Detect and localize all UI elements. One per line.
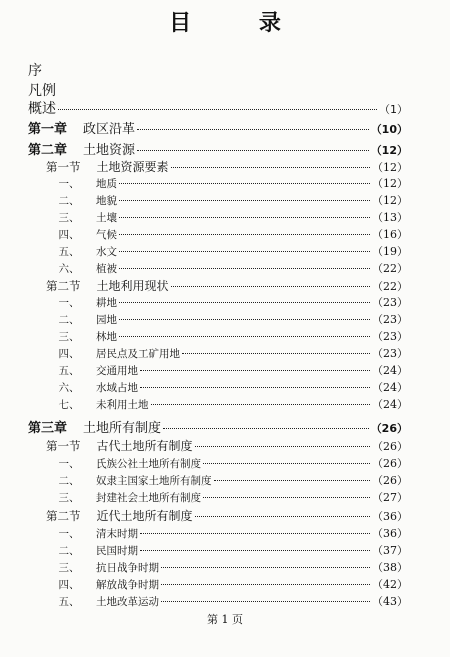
toc-label: 概述 xyxy=(28,101,56,117)
toc-page: （24） xyxy=(372,398,408,411)
toc-item[interactable] xyxy=(56,472,408,490)
toc-page: （43） xyxy=(372,595,408,608)
dot-leader xyxy=(171,286,370,287)
item-title: 气候 xyxy=(96,229,117,241)
item-number: 四、 xyxy=(58,348,80,360)
dot-leader xyxy=(119,251,370,252)
toc-page: （23） xyxy=(372,347,408,360)
toc-section[interactable] xyxy=(46,507,408,525)
dot-leader xyxy=(119,217,370,218)
toc-page: （23） xyxy=(372,330,408,343)
chapter-number: 第二章 xyxy=(28,143,68,158)
item-number: 二、 xyxy=(58,314,80,326)
toc-item[interactable] xyxy=(56,576,408,594)
item-number: 一、 xyxy=(58,297,80,309)
item-title: 地貌 xyxy=(96,195,117,207)
dot-leader xyxy=(161,584,370,585)
dot-leader xyxy=(119,319,370,320)
toc-item[interactable] xyxy=(56,209,408,227)
toc-label: 序 xyxy=(28,63,42,79)
item-number: 五、 xyxy=(58,596,80,608)
toc-item[interactable] xyxy=(56,328,408,346)
toc-item[interactable] xyxy=(56,362,408,380)
toc-page: （12） xyxy=(372,194,408,207)
item-number: 三、 xyxy=(58,562,80,574)
toc-item[interactable] xyxy=(56,525,408,543)
dot-leader xyxy=(195,516,370,517)
toc-chapter-2[interactable] xyxy=(28,139,408,157)
item-title: 奴隶主国家土地所有制度 xyxy=(96,475,212,487)
toc-page: （13） xyxy=(372,211,408,224)
item-number: 一、 xyxy=(58,178,80,190)
toc-item[interactable] xyxy=(56,192,408,210)
item-number: 七、 xyxy=(58,399,80,411)
item-title: 清末时期 xyxy=(96,528,138,540)
section-title: 土地利用现状 xyxy=(96,279,169,293)
item-title: 封建社会土地所有制度 xyxy=(96,492,201,504)
toc-item[interactable] xyxy=(56,489,408,507)
toc-entry-preface[interactable] xyxy=(28,60,408,78)
toc-item[interactable] xyxy=(56,311,408,329)
item-title: 园地 xyxy=(96,314,117,326)
dot-leader xyxy=(195,446,370,447)
dot-leader xyxy=(119,200,370,201)
section-title: 土地资源要素 xyxy=(96,160,169,174)
toc-page: （1） xyxy=(379,103,408,116)
toc-item[interactable] xyxy=(56,294,408,312)
toc-page: （42） xyxy=(372,578,408,591)
toc-section[interactable] xyxy=(46,437,408,455)
toc-page: （12） xyxy=(372,177,408,190)
item-title: 地质 xyxy=(96,178,117,190)
dot-leader xyxy=(203,463,370,464)
page-title: 目 录 xyxy=(169,11,311,36)
toc-page: （36） xyxy=(372,527,408,540)
section-title: 近代土地所有制度 xyxy=(96,509,193,523)
toc-item[interactable] xyxy=(56,542,408,560)
toc-page: （26） xyxy=(372,474,408,487)
item-number: 五、 xyxy=(58,365,80,377)
item-title: 水域占地 xyxy=(96,382,138,394)
dot-leader xyxy=(182,353,370,354)
dot-leader xyxy=(203,497,370,498)
item-number: 二、 xyxy=(58,475,80,487)
chapter-number: 第一章 xyxy=(28,122,68,137)
toc-page: （38） xyxy=(372,561,408,574)
toc-page: （12） xyxy=(372,161,408,174)
dot-leader xyxy=(140,533,370,534)
dot-leader xyxy=(151,404,371,405)
toc-page: （26） xyxy=(370,422,408,435)
item-title: 抗日战争时期 xyxy=(96,562,159,574)
toc-item[interactable] xyxy=(56,345,408,363)
toc-page: （26） xyxy=(372,440,408,453)
item-title: 耕地 xyxy=(96,297,117,309)
item-title: 土壤 xyxy=(96,212,117,224)
toc-item[interactable] xyxy=(56,396,408,414)
dot-leader xyxy=(58,109,377,110)
toc-item[interactable] xyxy=(56,559,408,577)
item-number: 六、 xyxy=(58,263,80,275)
dot-leader xyxy=(137,129,369,130)
dot-leader xyxy=(171,167,370,168)
item-title: 土地改革运动 xyxy=(96,596,159,608)
dot-leader xyxy=(119,268,370,269)
toc-page: （26） xyxy=(372,457,408,470)
item-title: 居民点及工矿用地 xyxy=(96,348,180,360)
chapter-title: 土地所有制度 xyxy=(83,421,162,436)
toc-page: （12） xyxy=(370,144,408,157)
toc-page: （22） xyxy=(372,262,408,275)
dot-leader xyxy=(161,601,370,602)
section-number: 第一节 xyxy=(46,439,81,453)
toc-entry-overview[interactable] xyxy=(28,98,408,116)
item-title: 林地 xyxy=(96,331,117,343)
item-number: 五、 xyxy=(58,246,80,258)
item-title: 交通用地 xyxy=(96,365,138,377)
item-number: 四、 xyxy=(58,579,80,591)
item-number: 一、 xyxy=(58,528,80,540)
dot-leader xyxy=(119,302,370,303)
toc-section[interactable] xyxy=(46,158,408,176)
item-title: 解放战争时期 xyxy=(96,579,159,591)
item-number: 二、 xyxy=(58,545,80,557)
dot-leader xyxy=(137,150,369,151)
section-number: 第二节 xyxy=(46,279,81,293)
item-title: 水文 xyxy=(96,246,117,258)
toc-page: （36） xyxy=(372,510,408,523)
item-number: 四、 xyxy=(58,229,80,241)
toc-page: （23） xyxy=(372,313,408,326)
section-number: 第一节 xyxy=(46,160,81,174)
toc-entry-notes[interactable] xyxy=(28,80,408,98)
dot-leader xyxy=(163,428,369,429)
toc-item[interactable] xyxy=(56,243,408,261)
toc-section[interactable] xyxy=(46,277,408,295)
chapter-title: 土地资源 xyxy=(83,143,136,158)
toc-item[interactable] xyxy=(56,455,408,473)
item-title: 植被 xyxy=(96,263,117,275)
toc-item[interactable] xyxy=(56,175,408,193)
dot-leader xyxy=(119,336,370,337)
dot-leader xyxy=(140,550,370,551)
chapter-title: 政区沿革 xyxy=(83,122,136,137)
toc-item[interactable] xyxy=(56,260,408,278)
toc-chapter-1[interactable] xyxy=(28,118,408,136)
item-title: 氏族公社土地所有制度 xyxy=(96,458,201,470)
toc-page: （19） xyxy=(372,245,408,258)
item-title: 未利用土地 xyxy=(96,399,149,411)
toc-page: （10） xyxy=(370,123,408,136)
dot-leader xyxy=(119,183,370,184)
dot-leader xyxy=(140,370,370,371)
item-number: 三、 xyxy=(58,492,80,504)
dot-leader xyxy=(161,567,370,568)
section-title: 古代土地所有制度 xyxy=(96,439,193,453)
toc-page: （37） xyxy=(372,544,408,557)
dot-leader xyxy=(119,234,370,235)
toc-page: （24） xyxy=(372,381,408,394)
item-title: 民国时期 xyxy=(96,545,138,557)
item-number: 六、 xyxy=(58,382,80,394)
page-number: 第 1 页 xyxy=(207,613,243,626)
toc-item[interactable] xyxy=(56,593,408,611)
toc-page: （16） xyxy=(372,228,408,241)
toc-page: （24） xyxy=(372,364,408,377)
item-number: 二、 xyxy=(58,195,80,207)
toc-page: （22） xyxy=(372,280,408,293)
item-number: 三、 xyxy=(58,331,80,343)
chapter-number: 第三章 xyxy=(28,421,68,436)
toc-item[interactable] xyxy=(56,379,408,397)
toc-chapter-3[interactable] xyxy=(28,417,408,435)
toc-page: （23） xyxy=(372,296,408,309)
dot-leader xyxy=(214,480,371,481)
section-number: 第二节 xyxy=(46,509,81,523)
dot-leader xyxy=(140,387,370,388)
toc-page: （27） xyxy=(372,491,408,504)
toc-label: 凡例 xyxy=(28,83,56,99)
item-number: 三、 xyxy=(58,212,80,224)
item-number: 一、 xyxy=(58,458,80,470)
toc-item[interactable] xyxy=(56,226,408,244)
